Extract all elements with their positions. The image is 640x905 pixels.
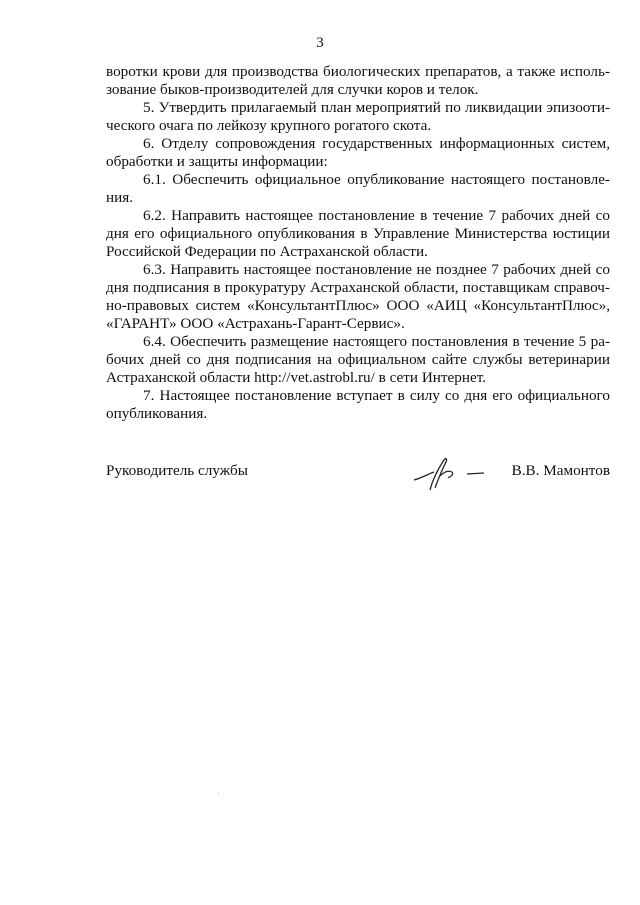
text-line: зование быков-производителей для случки коров и телок. [106,81,479,98]
text-line: 6.2. Направить настоящее постановление в течение 7 рабочих дней со [143,207,610,224]
handwritten-signature [404,450,494,494]
text-line: 6.4. Обеспечить размещение настоящего постановления в течение 5 ра- [143,333,610,350]
text-line: дня его официального опубликования в Управление Министерства юстиции [106,225,610,242]
text-line: 6. Отделу сопровождения государственных информационных систем, [143,135,610,152]
text-line: воротки крови для производства биологических препаратов, а также исполь- [106,63,610,80]
scan-speck [218,793,219,794]
signature-block [106,462,610,492]
text-line: Астраханской области http://vet.astrobl.ru/ в сети Интернет. [106,369,487,386]
signatory-role: Руководитель службы [106,462,248,479]
signatory-name: В.В. Мамонтов [511,462,610,479]
page-number: 3 [316,35,324,51]
text-line: Российской Федерации по Астраханской области. [106,243,428,260]
text-line: но-правовых систем «КонсультантПлюс» ООО «АИЦ «КонсультантПлюс», [106,297,610,314]
text-line: дня подписания в прокуратуру Астраханской области, поставщикам справоч- [106,279,610,296]
text-line: 7. Настоящее постановление вступает в силу со дня его официального [143,387,610,404]
text-line: бочих дней со дня подписания на официальном сайте службы ветеринарии [106,351,610,368]
text-line: ния. [106,189,134,206]
text-line: 6.1. Обеспечить официальное опубликование настоящего постановле- [143,171,610,188]
document-body [106,63,610,423]
text-line: опубликования. [106,405,208,422]
text-line: 5. Утвердить прилагаемый план мероприятий по ликвидации эпизооти- [143,99,610,116]
text-line: 6.3. Направить настоящее постановление не позднее 7 рабочих дней со [143,261,610,278]
text-line: обработки и защиты информации: [106,153,328,170]
text-line: «ГАРАНТ» ООО «Астрахань-Гарант-Сервис». [106,315,405,332]
text-line: ческого очага по лейкозу крупного рогатого скота. [106,117,432,134]
